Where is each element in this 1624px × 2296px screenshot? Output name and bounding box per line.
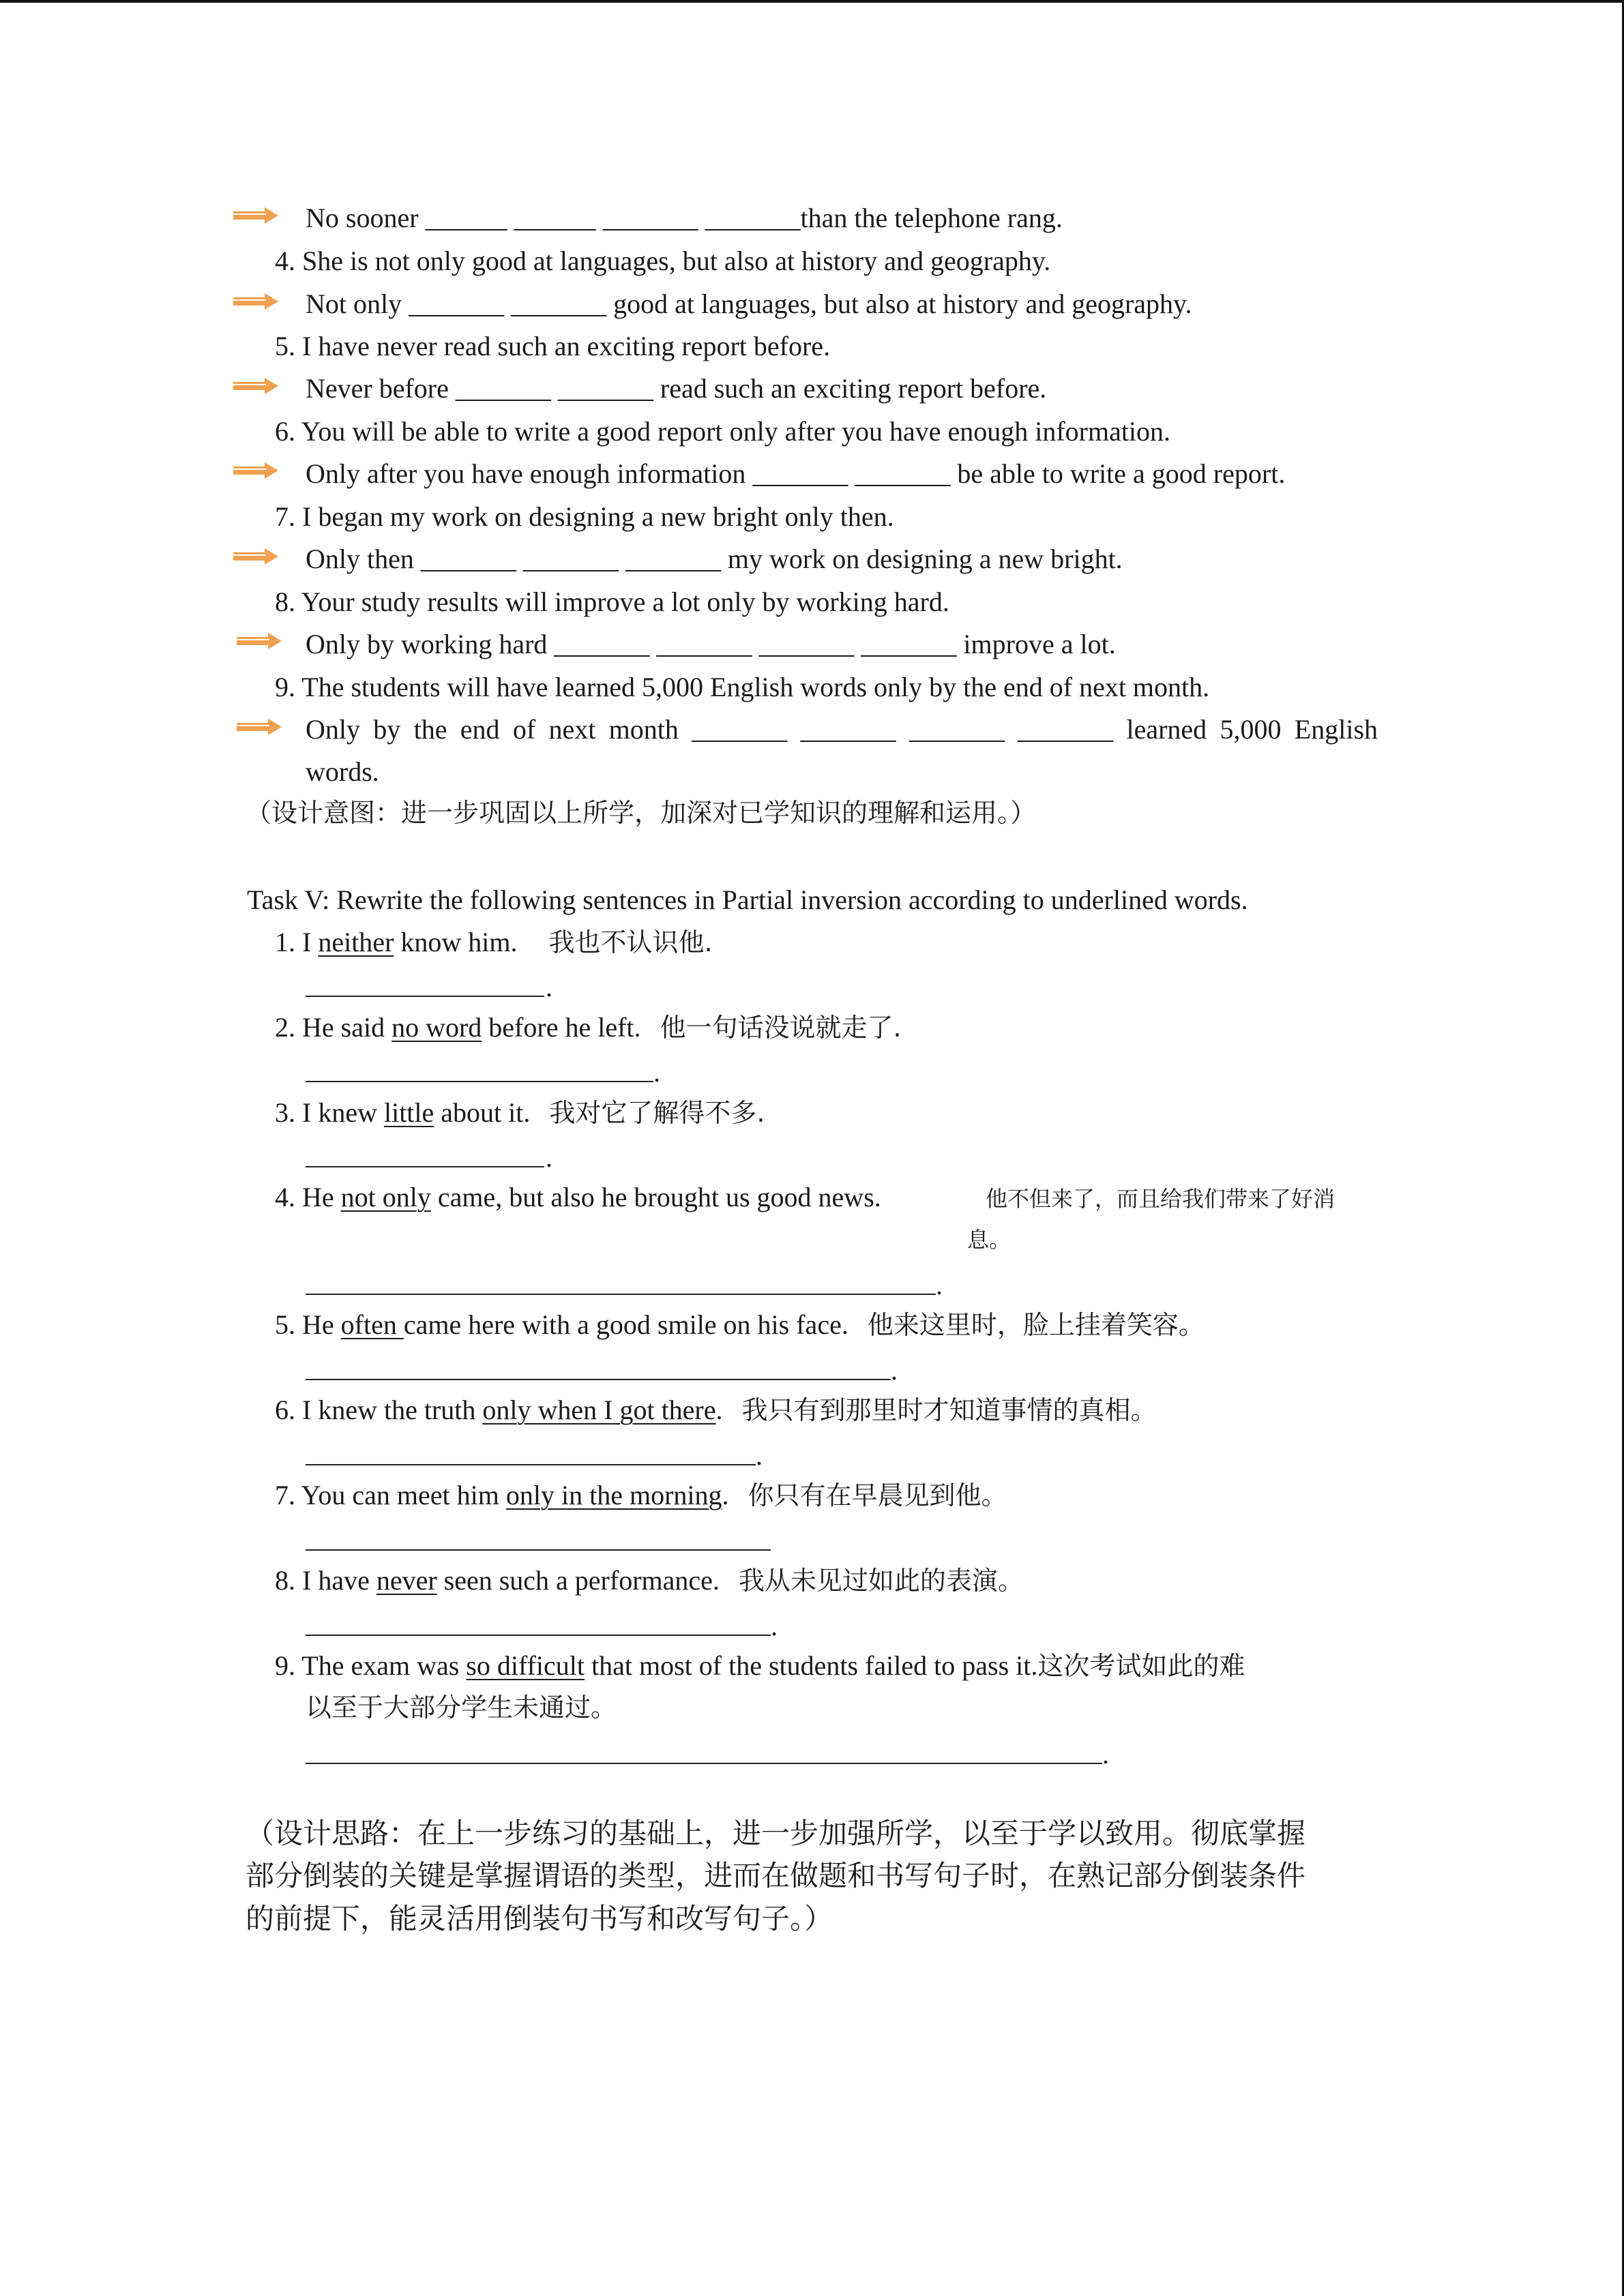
answer-line [306, 1294, 936, 1295]
chinese-translation-cont [306, 1688, 617, 1727]
task5-title [247, 881, 1248, 919]
answer-blanks: _______ _______ _______ _______ [692, 714, 1114, 745]
arrow-icon [232, 206, 280, 225]
footer-text: （设计思路：在上一步练习的基础上，进一步加强所学，以至于学以致用。彻底掌握 [246, 1817, 1306, 1850]
item-text-pre: He [302, 1182, 341, 1212]
item-number: 2. [275, 1012, 295, 1043]
task5-item-6 [275, 1391, 1157, 1429]
answer-period: . [1102, 1739, 1109, 1770]
answer-blanks: _______ _______ [409, 288, 607, 319]
line-prefix: Only after you have enough information [306, 458, 746, 489]
answer-blanks: _______ _______ [752, 458, 951, 489]
rewrite-line-4 [306, 285, 1192, 323]
design-thinking-line-2 [246, 1857, 1305, 1895]
item-text: I began my work on designing a new bright only then. [302, 501, 894, 532]
underlined-word: so difficult [466, 1650, 585, 1681]
rewrite-line-9-cont [306, 753, 379, 791]
line-suffix: improve a lot. [963, 629, 1116, 659]
line-continuation: words. [306, 756, 379, 787]
underlined-word: never [376, 1565, 437, 1596]
line-suffix: than the telephone rang. [800, 203, 1063, 233]
item-text-post: . [722, 1480, 729, 1510]
line-suffix: my work on designing a new bright. [727, 543, 1123, 574]
item-number: 9. [275, 1650, 295, 1681]
chinese-translation: 你只有在早晨见到他。 [748, 1480, 1007, 1510]
answer-line [306, 1763, 1102, 1764]
task-title: Task V: Rewrite the following sentences in Partial inversion according to underlined words. [247, 884, 1248, 915]
answer-blanks: _______ _______ [455, 373, 653, 404]
task5-item-9 [275, 1647, 1245, 1685]
answer-line [306, 996, 544, 997]
rewrite-line-3 [306, 199, 1063, 237]
underlined-word: often [340, 1309, 404, 1340]
answer-period: . [653, 1057, 660, 1088]
answer-line [306, 1635, 771, 1636]
item-text-post: before he left. [482, 1012, 641, 1043]
item-number: 3. [275, 1097, 295, 1128]
item-text-post: came here with a good smile on his face. [403, 1309, 848, 1340]
line-prefix: No sooner [306, 203, 419, 233]
item-number: 4. [275, 1182, 295, 1212]
arrow-icon [232, 461, 280, 480]
answer-line [306, 1464, 756, 1465]
underlined-word: only in the morning [505, 1480, 722, 1510]
line-prefix: Only by working hard [306, 629, 548, 659]
task5-item-5 [275, 1306, 1205, 1344]
item-number: 9. [275, 672, 295, 702]
item-text: Your study results will improve a lot only by working hard. [301, 586, 949, 617]
rewrite-line-7 [306, 540, 1123, 578]
task5-item-2 [275, 1009, 902, 1047]
underlined-word: little [383, 1097, 434, 1128]
line-suffix: be able to write a good report. [957, 458, 1286, 489]
line-prefix: Never before [306, 373, 449, 404]
line-prefix: Not only [306, 288, 402, 319]
chinese-translation: 我只有到那里时才知道事情的真相。 [741, 1395, 1157, 1425]
answer-period: . [771, 1611, 778, 1641]
answer-line [306, 1166, 544, 1167]
item-number: 1. [275, 927, 295, 957]
item-text: I have never read such an exciting report before. [302, 331, 831, 361]
chinese-translation: 这次考试如此的难 [1037, 1651, 1245, 1681]
item-text-post: seen such a performance. [437, 1565, 720, 1596]
chinese-translation-line-2: 息。 [967, 1227, 1012, 1253]
item-text: The students will have learned 5,000 English words only by the end of next month. [301, 672, 1210, 702]
line-prefix: Only by the end of next month [306, 714, 679, 745]
item-text-pre: He said [302, 1012, 392, 1043]
item-text-pre: You can meet him [301, 1480, 506, 1510]
item-text-post: know him. [394, 927, 518, 957]
item-6 [275, 413, 1170, 451]
item-text-pre: I have [302, 1565, 377, 1596]
chinese-translation: 我对它了解得不多. [549, 1098, 765, 1128]
line-suffix: read such an exciting report before. [660, 373, 1047, 404]
item-8 [275, 583, 949, 621]
answer-line [306, 1379, 891, 1380]
item-text-post: . [715, 1395, 723, 1425]
item-9 [275, 668, 1209, 706]
underlined-word: no word [392, 1012, 482, 1043]
item-number: 4. [275, 245, 295, 276]
arrow-icon [232, 292, 280, 311]
task5-item-4 [275, 1178, 881, 1217]
chinese-translation: 他来这里时，脸上挂着笑容。 [867, 1310, 1205, 1340]
chinese-translation: 他一句话没说就走了. [660, 1013, 902, 1043]
chinese-translation-line-1: 他不但来了，而且给我们带来了好消 [986, 1186, 1335, 1212]
rewrite-line-9 [306, 711, 1378, 749]
answer-line [306, 1549, 771, 1551]
item-text: You will be able to write a good report only after you have enough information. [301, 416, 1171, 447]
item-text-pre: I knew [302, 1097, 384, 1128]
item-text-post: about it. [434, 1097, 531, 1128]
item-number: 6. [275, 416, 295, 447]
task5-item-7 [275, 1476, 1007, 1515]
item-7 [275, 498, 894, 536]
chinese-translation-line-2: 以至于大部分学生未通过。 [306, 1693, 617, 1723]
item-number: 6. [275, 1395, 295, 1425]
item-number: 7. [275, 1480, 295, 1510]
item-text-post: that most of the students failed to pass it. [585, 1650, 1038, 1681]
line-prefix: Only then [306, 543, 414, 574]
item-text-pre: I knew the truth [302, 1395, 483, 1425]
arrow-icon [232, 376, 280, 396]
item-text: She is not only good at languages, but also at history and geography. [302, 245, 1051, 276]
item-text-pre: The exam was [301, 1650, 467, 1681]
chinese-translation [986, 1180, 1335, 1218]
footer-text: 的前提下，能灵活用倒装句书写和改写句子。） [246, 1902, 833, 1935]
line-suffix: good at languages, but also at history and geography. [613, 288, 1192, 319]
item-number: 7. [275, 501, 295, 532]
underlined-word: neither [318, 927, 394, 957]
answer-period: . [546, 972, 552, 1002]
rewrite-line-8 [306, 625, 1116, 664]
underlined-word: not only [340, 1182, 431, 1212]
note-text: （设计意图：进一步巩固以上所学，加深对已学知识的理解和运用。） [246, 798, 1037, 828]
answer-period: . [891, 1355, 898, 1386]
item-text-post: came, but also he brought us good news. [430, 1182, 881, 1212]
chinese-translation: 我从未见过如此的表演。 [738, 1566, 1024, 1596]
answer-blanks: _______ _______ _______ [420, 543, 721, 574]
item-text-pre: He [302, 1309, 341, 1340]
rewrite-line-5 [306, 370, 1046, 408]
design-intent-note [246, 794, 1036, 832]
design-thinking-line-1 [246, 1815, 1305, 1853]
task5-item-1 [275, 923, 713, 961]
line-suffix: learned 5,000 English [1126, 714, 1378, 745]
task5-item-8 [275, 1562, 1024, 1600]
design-thinking-line-3 [246, 1900, 833, 1938]
answer-blanks: ______ ______ _______ _______ [425, 203, 801, 233]
rewrite-line-6 [306, 455, 1285, 493]
chinese-translation-cont [967, 1221, 1011, 1259]
item-number: 5. [275, 331, 295, 361]
item-5 [275, 327, 830, 366]
item-4 [275, 242, 1050, 280]
underlined-word: only when I got there [482, 1395, 716, 1425]
answer-line [306, 1081, 653, 1082]
chinese-translation: 我也不认识他. [548, 927, 713, 957]
answer-period: . [756, 1440, 763, 1471]
task5-item-3 [275, 1094, 765, 1132]
item-number: 8. [275, 586, 295, 617]
item-text-pre: I [302, 927, 319, 957]
answer-blanks: _______ _______ _______ _______ [554, 629, 957, 659]
arrow-icon [232, 547, 280, 566]
item-number: 5. [275, 1309, 295, 1340]
arrow-icon [235, 631, 283, 651]
footer-text: 部分倒装的关键是掌握谓语的类型，进而在做题和书写句子时，在熟记部分倒装条件 [246, 1859, 1306, 1892]
answer-period: . [546, 1142, 552, 1173]
answer-period: . [936, 1270, 943, 1300]
item-number: 8. [275, 1565, 295, 1596]
arrow-icon [235, 717, 283, 736]
